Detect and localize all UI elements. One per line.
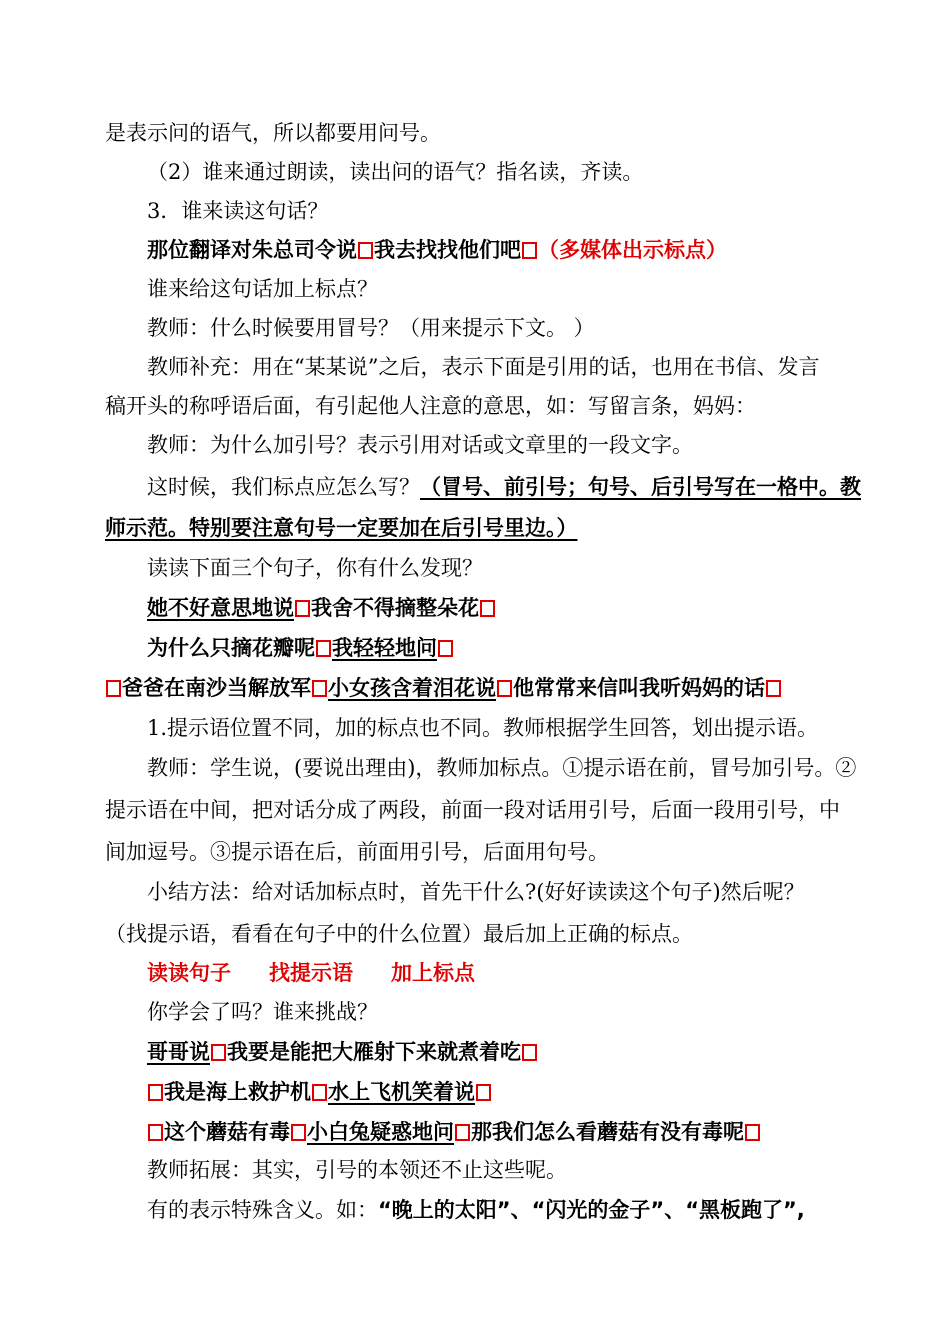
annotation-text: （多媒体出示标点） <box>538 238 727 262</box>
example-sentence <box>147 633 850 663</box>
paragraph-line: 稿开头的称呼语后面，有引起他人注意的意思，如：写留言条，妈妈： <box>105 394 756 418</box>
question-text: 这时候，我们标点应怎么写？ <box>147 475 420 499</box>
blank-box <box>312 1084 327 1101</box>
example-quotes: “晚上的太阳”、“闪光的金子”、“黑板跑了”, <box>378 1198 805 1222</box>
blank-box <box>106 680 121 697</box>
blank-box <box>291 1124 306 1141</box>
prompt-phrase: 哥哥说 <box>147 1040 210 1064</box>
exercise-sentence <box>147 1077 850 1107</box>
blank-box <box>480 600 495 617</box>
blank-box <box>358 242 373 259</box>
prompt-phrase: 小女孩含着泪花说 <box>328 676 496 700</box>
step-find-prompt: 找提示语 <box>269 961 353 985</box>
lead-text: 有的表示特殊含义。如： <box>147 1198 378 1222</box>
paragraph-line: 1.提示语位置不同，加的标点也不同。教师根据学生回答，划出提示语。 <box>147 716 819 740</box>
sentence-part: 那我们怎么看蘑菇有没有毒呢 <box>471 1120 744 1144</box>
blank-box <box>476 1084 491 1101</box>
example-sentence <box>105 673 850 703</box>
paragraph-line: 教师拓展：其实，引号的本领还不止这些呢。 <box>147 1158 567 1182</box>
blank-box <box>497 680 512 697</box>
blank-box <box>211 1044 226 1061</box>
paragraph-line: 读读下面三个句子，你有什么发现？ <box>147 556 483 580</box>
blank-box <box>316 640 331 657</box>
answer-text: 师示范。特别要注意句号一定要加在后引号里边。） <box>105 516 578 540</box>
paragraph-line <box>105 513 850 543</box>
sentence-part: 爸爸在南沙当解放军 <box>122 676 311 700</box>
method-steps <box>147 958 850 988</box>
exercise-sentence <box>147 1117 850 1147</box>
paragraph-line: 教师：学生说，(要说出理由)，教师加标点。①提示语在前，冒号加引号。② <box>147 756 857 780</box>
blank-box <box>522 242 537 259</box>
blank-box <box>295 600 310 617</box>
blank-box <box>455 1124 470 1141</box>
paragraph-line: 间加逗号。③提示语在后，前面用引号，后面用句号。 <box>105 840 609 864</box>
blank-box <box>148 1124 163 1141</box>
sentence-part: 我是海上救护机 <box>164 1080 311 1104</box>
step-add-punctuation: 加上标点 <box>391 961 475 985</box>
blank-box <box>312 680 327 697</box>
example-sentence <box>147 235 850 265</box>
sentence-part: 我要是能把大雁射下来就煮着吃 <box>227 1040 521 1064</box>
paragraph-line: 教师补充：用在“某某说”之后，表示下面是引用的话，也用在书信、发言 <box>147 355 820 379</box>
prompt-phrase: 水上飞机笑着说 <box>328 1080 475 1104</box>
paragraph-line: 谁来给这句话加上标点？ <box>147 277 378 301</box>
paragraph-line: 你学会了吗？谁来挑战？ <box>147 1000 378 1024</box>
paragraph-line: 3．谁来读这句话？ <box>147 199 329 223</box>
paragraph-line: 提示语在中间，把对话分成了两段，前面一段对话用引号，后面一段用引号，中 <box>105 798 840 822</box>
paragraph-line <box>147 1195 850 1225</box>
paragraph-line: 是表示问的语气，所以都要用问号。 <box>105 121 441 145</box>
paragraph-line: 教师：为什么加引号？表示引用对话或文章里的一段文字。 <box>147 433 693 457</box>
blank-box <box>148 1084 163 1101</box>
sentence-part: 这个蘑菇有毒 <box>164 1120 290 1144</box>
paragraph-line: 小结方法：给对话加标点时，首先干什么?(好好读读这个句子)然后呢？ <box>147 880 805 904</box>
blank-box <box>745 1124 760 1141</box>
sentence-part: 那位翻译对朱总司令说 <box>147 238 357 262</box>
sentence-part: 我舍不得摘整朵花 <box>311 596 479 620</box>
sentence-part: 为什么只摘花瓣呢 <box>147 636 315 660</box>
step-read: 读读句子 <box>147 961 231 985</box>
exercise-sentence <box>147 1037 850 1067</box>
paragraph-line <box>147 472 861 502</box>
prompt-phrase: 我轻轻地问 <box>332 636 437 660</box>
answer-text: （冒号、前引号；句号、后引号写在一格中。教 <box>420 475 861 499</box>
sentence-part: 他常常来信叫我听妈妈的话 <box>513 676 765 700</box>
blank-box <box>438 640 453 657</box>
paragraph-line: （2）谁来通过朗读，读出问的语气？指名读，齐读。 <box>147 160 644 184</box>
paragraph-line: 教师：什么时候要用冒号？（用来提示下文。 ） <box>147 316 595 340</box>
example-sentence <box>147 593 850 623</box>
prompt-phrase: 小白兔疑惑地问 <box>307 1120 454 1144</box>
blank-box <box>522 1044 537 1061</box>
paragraph-line: （找提示语，看看在句子中的什么位置）最后加上正确的标点。 <box>105 922 693 946</box>
prompt-phrase: 她不好意思地说 <box>147 596 294 620</box>
sentence-part: 我去找找他们吧 <box>374 238 521 262</box>
blank-box <box>766 680 781 697</box>
